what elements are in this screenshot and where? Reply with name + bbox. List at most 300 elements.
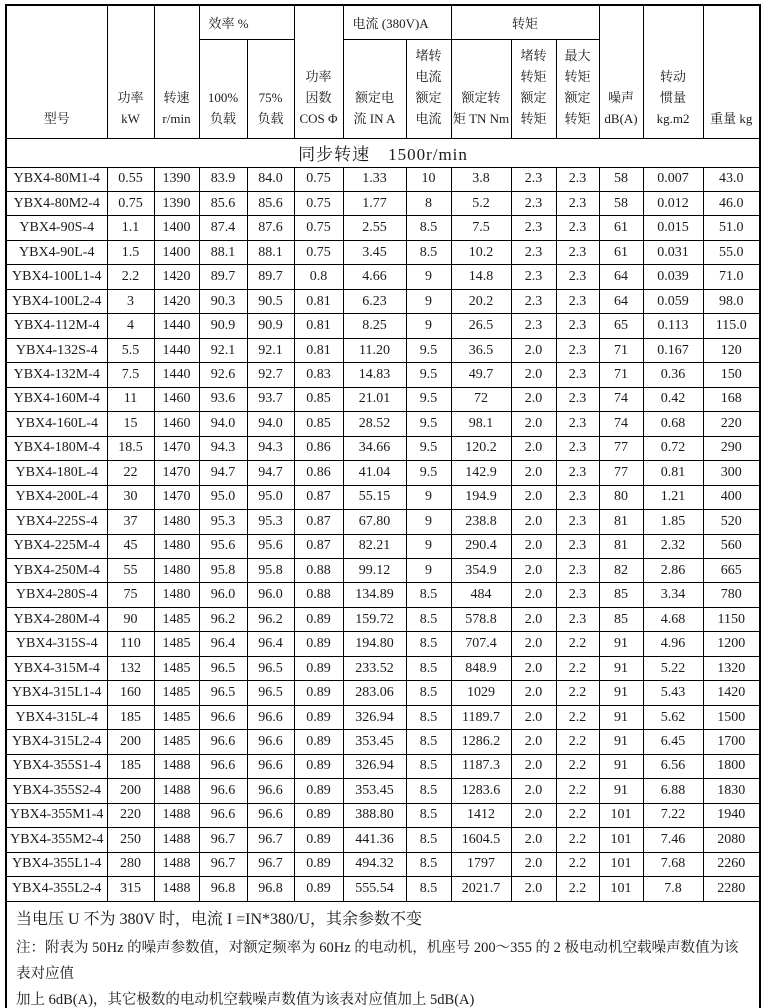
cell-eff-75: 89.7 xyxy=(247,265,294,289)
cell-weight-kg: 1500 xyxy=(703,705,760,729)
cell-eff-100: 95.6 xyxy=(199,534,247,558)
cell-eff-100: 94.0 xyxy=(199,412,247,436)
cell-eff-100: 95.3 xyxy=(199,510,247,534)
cell-speed-rpm: 1480 xyxy=(154,559,199,583)
cell-locked-to-rated-current: 8.5 xyxy=(406,240,451,264)
cell-model: YBX4-315S-4 xyxy=(6,632,107,656)
cell-noise-db: 61 xyxy=(599,216,643,240)
cell-locked-to-rated-torque: 2.3 xyxy=(511,167,556,191)
cell-rated-current-a: 233.52 xyxy=(343,656,406,680)
cell-locked-to-rated-torque: 2.0 xyxy=(511,338,556,362)
cell-rated-current-a: 82.21 xyxy=(343,534,406,558)
cell-locked-to-rated-current: 9.5 xyxy=(406,461,451,485)
cell-eff-100: 95.8 xyxy=(199,559,247,583)
cell-eff-100: 92.6 xyxy=(199,363,247,387)
cell-eff-75: 90.5 xyxy=(247,289,294,313)
table-row xyxy=(6,583,760,607)
cell-model: YBX4-132M-4 xyxy=(6,363,107,387)
col-header-inertia: 转动 惯量 kg.m2 xyxy=(643,5,703,138)
cell-noise-db: 81 xyxy=(599,534,643,558)
cell-rated-current-a: 14.83 xyxy=(343,363,406,387)
cell-rated-current-a: 555.54 xyxy=(343,877,406,901)
cell-locked-to-rated-current: 8.5 xyxy=(406,607,451,631)
cell-eff-100: 88.1 xyxy=(199,240,247,264)
cell-eff-75: 95.0 xyxy=(247,485,294,509)
cell-rated-current-a: 353.45 xyxy=(343,779,406,803)
table-row xyxy=(6,265,760,289)
cell-model: YBX4-160M-4 xyxy=(6,387,107,411)
cell-rated-torque-nm: 36.5 xyxy=(451,338,511,362)
cell-rated-current-a: 4.66 xyxy=(343,265,406,289)
cell-locked-to-rated-current: 9.5 xyxy=(406,363,451,387)
cell-max-to-rated-torque: 2.3 xyxy=(556,216,599,240)
cell-noise-db: 74 xyxy=(599,412,643,436)
cell-power-kw: 3 xyxy=(107,289,154,313)
cell-noise-db: 91 xyxy=(599,730,643,754)
cell-cos-phi: 0.88 xyxy=(294,583,343,607)
cell-locked-to-rated-torque: 2.0 xyxy=(511,730,556,754)
cell-max-to-rated-torque: 2.3 xyxy=(556,289,599,313)
cell-noise-db: 64 xyxy=(599,265,643,289)
cell-eff-100: 94.7 xyxy=(199,461,247,485)
cell-max-to-rated-torque: 2.3 xyxy=(556,559,599,583)
cell-inertia-kgm2: 6.45 xyxy=(643,730,703,754)
cell-cos-phi: 0.86 xyxy=(294,461,343,485)
cell-noise-db: 91 xyxy=(599,632,643,656)
cell-power-kw: 200 xyxy=(107,730,154,754)
cell-rated-torque-nm: 290.4 xyxy=(451,534,511,558)
cell-locked-to-rated-current: 8.5 xyxy=(406,754,451,778)
cell-max-to-rated-torque: 2.2 xyxy=(556,681,599,705)
cell-weight-kg: 560 xyxy=(703,534,760,558)
cell-noise-db: 77 xyxy=(599,461,643,485)
cell-locked-to-rated-current: 8.5 xyxy=(406,705,451,729)
table-row xyxy=(6,607,760,631)
table-row xyxy=(6,877,760,901)
cell-cos-phi: 0.86 xyxy=(294,436,343,460)
cell-power-kw: 185 xyxy=(107,705,154,729)
cell-noise-db: 58 xyxy=(599,167,643,191)
cell-rated-current-a: 388.80 xyxy=(343,803,406,827)
cell-inertia-kgm2: 5.22 xyxy=(643,656,703,680)
cell-inertia-kgm2: 6.88 xyxy=(643,779,703,803)
cell-eff-100: 96.0 xyxy=(199,583,247,607)
cell-rated-current-a: 34.66 xyxy=(343,436,406,460)
cell-power-kw: 1.5 xyxy=(107,240,154,264)
cell-speed-rpm: 1470 xyxy=(154,461,199,485)
cell-rated-torque-nm: 7.5 xyxy=(451,216,511,240)
cell-power-kw: 132 xyxy=(107,656,154,680)
cell-speed-rpm: 1470 xyxy=(154,436,199,460)
cell-rated-torque-nm: 1029 xyxy=(451,681,511,705)
cell-power-kw: 0.75 xyxy=(107,191,154,215)
cell-eff-100: 96.5 xyxy=(199,656,247,680)
cell-eff-100: 96.2 xyxy=(199,607,247,631)
cell-speed-rpm: 1488 xyxy=(154,828,199,852)
table-row xyxy=(6,510,760,534)
cell-noise-db: 101 xyxy=(599,877,643,901)
table-row xyxy=(6,240,760,264)
cell-locked-to-rated-torque: 2.0 xyxy=(511,803,556,827)
cell-eff-100: 83.9 xyxy=(199,167,247,191)
cell-locked-to-rated-torque: 2.0 xyxy=(511,436,556,460)
cell-locked-to-rated-current: 8.5 xyxy=(406,656,451,680)
cell-speed-rpm: 1440 xyxy=(154,338,199,362)
cell-rated-torque-nm: 354.9 xyxy=(451,559,511,583)
table-row xyxy=(6,559,760,583)
table-row xyxy=(6,534,760,558)
cell-weight-kg: 46.0 xyxy=(703,191,760,215)
cell-rated-torque-nm: 72 xyxy=(451,387,511,411)
col-header-noise: 噪声 dB(A) xyxy=(599,5,643,138)
cell-cos-phi: 0.87 xyxy=(294,510,343,534)
cell-speed-rpm: 1488 xyxy=(154,779,199,803)
cell-model: YBX4-100L2-4 xyxy=(6,289,107,313)
cell-rated-torque-nm: 194.9 xyxy=(451,485,511,509)
cell-cos-phi: 0.88 xyxy=(294,559,343,583)
cell-rated-current-a: 194.80 xyxy=(343,632,406,656)
cell-power-kw: 37 xyxy=(107,510,154,534)
cell-cos-phi: 0.89 xyxy=(294,730,343,754)
cell-locked-to-rated-current: 8.5 xyxy=(406,828,451,852)
cell-locked-to-rated-torque: 2.0 xyxy=(511,461,556,485)
cell-eff-100: 96.6 xyxy=(199,803,247,827)
cell-model: YBX4-315L2-4 xyxy=(6,730,107,754)
cell-locked-to-rated-current: 8.5 xyxy=(406,216,451,240)
cell-weight-kg: 520 xyxy=(703,510,760,534)
cell-eff-75: 88.1 xyxy=(247,240,294,264)
cell-power-kw: 11 xyxy=(107,387,154,411)
cell-max-to-rated-torque: 2.3 xyxy=(556,363,599,387)
cell-rated-current-a: 3.45 xyxy=(343,240,406,264)
cell-locked-to-rated-current: 8.5 xyxy=(406,632,451,656)
cell-speed-rpm: 1420 xyxy=(154,289,199,313)
cell-noise-db: 81 xyxy=(599,510,643,534)
cell-speed-rpm: 1400 xyxy=(154,216,199,240)
cell-model: YBX4-355L1-4 xyxy=(6,852,107,876)
cell-noise-db: 82 xyxy=(599,559,643,583)
table-row xyxy=(6,387,760,411)
cell-rated-current-a: 2.55 xyxy=(343,216,406,240)
cell-eff-75: 87.6 xyxy=(247,216,294,240)
cell-eff-100: 96.7 xyxy=(199,852,247,876)
cell-noise-db: 91 xyxy=(599,681,643,705)
cell-weight-kg: 1700 xyxy=(703,730,760,754)
cell-eff-100: 96.6 xyxy=(199,705,247,729)
cell-locked-to-rated-torque: 2.0 xyxy=(511,779,556,803)
cell-model: YBX4-160L-4 xyxy=(6,412,107,436)
cell-max-to-rated-torque: 2.3 xyxy=(556,607,599,631)
cell-rated-torque-nm: 1604.5 xyxy=(451,828,511,852)
cell-locked-to-rated-current: 8.5 xyxy=(406,779,451,803)
cell-noise-db: 71 xyxy=(599,338,643,362)
cell-inertia-kgm2: 0.72 xyxy=(643,436,703,460)
cell-model: YBX4-200L-4 xyxy=(6,485,107,509)
cell-eff-100: 90.3 xyxy=(199,289,247,313)
cell-speed-rpm: 1480 xyxy=(154,534,199,558)
cell-cos-phi: 0.89 xyxy=(294,877,343,901)
cell-eff-100: 96.4 xyxy=(199,632,247,656)
table-row xyxy=(6,632,760,656)
spec-table-body xyxy=(6,167,760,901)
table-row xyxy=(6,803,760,827)
cell-max-to-rated-torque: 2.2 xyxy=(556,877,599,901)
cell-weight-kg: 1800 xyxy=(703,754,760,778)
cell-model: YBX4-180L-4 xyxy=(6,461,107,485)
cell-model: YBX4-225M-4 xyxy=(6,534,107,558)
cell-eff-100: 94.3 xyxy=(199,436,247,460)
cell-speed-rpm: 1488 xyxy=(154,877,199,901)
sync-speed-banner: 同步转速 1500r/min xyxy=(6,138,760,167)
cell-inertia-kgm2: 2.86 xyxy=(643,559,703,583)
cell-locked-to-rated-torque: 2.3 xyxy=(511,289,556,313)
cell-cos-phi: 0.75 xyxy=(294,191,343,215)
cell-eff-100: 96.8 xyxy=(199,877,247,901)
cell-power-kw: 315 xyxy=(107,877,154,901)
cell-eff-75: 95.6 xyxy=(247,534,294,558)
cell-eff-75: 84.0 xyxy=(247,167,294,191)
cell-max-to-rated-torque: 2.3 xyxy=(556,534,599,558)
table-row xyxy=(6,461,760,485)
table-footnote xyxy=(6,901,760,1008)
cell-eff-75: 96.6 xyxy=(247,705,294,729)
cell-noise-db: 65 xyxy=(599,314,643,338)
cell-eff-75: 94.0 xyxy=(247,412,294,436)
cell-power-kw: 90 xyxy=(107,607,154,631)
cell-rated-torque-nm: 1283.6 xyxy=(451,779,511,803)
noise-note-line1: 注：附表为 50Hz 的噪声参数值，对额定频率为 60Hz 的电动机，机座号 200～355 的 2 极电动机空载噪声数值为该表对应值 xyxy=(16,939,739,982)
cell-weight-kg: 120 xyxy=(703,338,760,362)
cell-model: YBX4-80M1-4 xyxy=(6,167,107,191)
table-row xyxy=(6,216,760,240)
cell-inertia-kgm2: 0.113 xyxy=(643,314,703,338)
cell-cos-phi: 0.75 xyxy=(294,240,343,264)
table-row xyxy=(6,289,760,313)
cell-eff-75: 96.7 xyxy=(247,852,294,876)
cell-eff-100: 96.5 xyxy=(199,681,247,705)
table-row xyxy=(6,314,760,338)
cell-eff-75: 94.3 xyxy=(247,436,294,460)
col-header-model: 型号 xyxy=(6,5,107,138)
cell-eff-75: 96.6 xyxy=(247,754,294,778)
cell-cos-phi: 0.89 xyxy=(294,681,343,705)
cell-eff-75: 93.7 xyxy=(247,387,294,411)
cell-speed-rpm: 1460 xyxy=(154,412,199,436)
cell-eff-100: 96.6 xyxy=(199,730,247,754)
cell-inertia-kgm2: 5.62 xyxy=(643,705,703,729)
cell-locked-to-rated-current: 9 xyxy=(406,314,451,338)
cell-weight-kg: 2260 xyxy=(703,852,760,876)
col-header-max-torque: 最大 转矩 额定 转矩 xyxy=(556,39,599,138)
cell-eff-75: 96.5 xyxy=(247,656,294,680)
cell-power-kw: 5.5 xyxy=(107,338,154,362)
cell-power-kw: 18.5 xyxy=(107,436,154,460)
cell-weight-kg: 220 xyxy=(703,412,760,436)
col-header-power: 功率 kW xyxy=(107,5,154,138)
voltage-note: 当电压 U 不为 380V 时，电流 I =IN*380/U，其余参数不变 xyxy=(16,910,423,928)
cell-power-kw: 15 xyxy=(107,412,154,436)
cell-cos-phi: 0.75 xyxy=(294,167,343,191)
cell-noise-db: 85 xyxy=(599,583,643,607)
cell-rated-torque-nm: 578.8 xyxy=(451,607,511,631)
cell-noise-db: 71 xyxy=(599,363,643,387)
cell-inertia-kgm2: 0.68 xyxy=(643,412,703,436)
cell-rated-torque-nm: 848.9 xyxy=(451,656,511,680)
cell-rated-current-a: 28.52 xyxy=(343,412,406,436)
cell-power-kw: 110 xyxy=(107,632,154,656)
cell-eff-75: 94.7 xyxy=(247,461,294,485)
cell-rated-torque-nm: 120.2 xyxy=(451,436,511,460)
cell-speed-rpm: 1488 xyxy=(154,852,199,876)
cell-max-to-rated-torque: 2.3 xyxy=(556,240,599,264)
cell-weight-kg: 665 xyxy=(703,559,760,583)
cell-inertia-kgm2: 0.36 xyxy=(643,363,703,387)
cell-max-to-rated-torque: 2.3 xyxy=(556,191,599,215)
cell-locked-to-rated-current: 8.5 xyxy=(406,877,451,901)
cell-locked-to-rated-torque: 2.0 xyxy=(511,510,556,534)
cell-speed-rpm: 1485 xyxy=(154,681,199,705)
cell-rated-current-a: 283.06 xyxy=(343,681,406,705)
cell-inertia-kgm2: 0.012 xyxy=(643,191,703,215)
cell-model: YBX4-315L-4 xyxy=(6,705,107,729)
cell-locked-to-rated-torque: 2.0 xyxy=(511,363,556,387)
cell-noise-db: 77 xyxy=(599,436,643,460)
cell-cos-phi: 0.89 xyxy=(294,607,343,631)
cell-model: YBX4-100L1-4 xyxy=(6,265,107,289)
col-header-load100: 100% 负载 xyxy=(199,39,247,138)
cell-locked-to-rated-current: 8 xyxy=(406,191,451,215)
cell-cos-phi: 0.85 xyxy=(294,387,343,411)
cell-inertia-kgm2: 0.031 xyxy=(643,240,703,264)
cell-inertia-kgm2: 5.43 xyxy=(643,681,703,705)
cell-locked-to-rated-current: 9 xyxy=(406,510,451,534)
cell-speed-rpm: 1470 xyxy=(154,485,199,509)
cell-rated-torque-nm: 1187.3 xyxy=(451,754,511,778)
cell-noise-db: 58 xyxy=(599,191,643,215)
cell-rated-torque-nm: 1286.2 xyxy=(451,730,511,754)
cell-max-to-rated-torque: 2.3 xyxy=(556,412,599,436)
col-group-torque: 转矩 xyxy=(451,5,599,39)
cell-cos-phi: 0.87 xyxy=(294,485,343,509)
cell-eff-75: 95.3 xyxy=(247,510,294,534)
cell-rated-torque-nm: 484 xyxy=(451,583,511,607)
cell-model: YBX4-180M-4 xyxy=(6,436,107,460)
cell-inertia-kgm2: 7.22 xyxy=(643,803,703,827)
cell-locked-to-rated-current: 8.5 xyxy=(406,852,451,876)
cell-rated-torque-nm: 1797 xyxy=(451,852,511,876)
table-row xyxy=(6,436,760,460)
cell-power-kw: 220 xyxy=(107,803,154,827)
cell-power-kw: 75 xyxy=(107,583,154,607)
cell-weight-kg: 1150 xyxy=(703,607,760,631)
cell-eff-75: 96.8 xyxy=(247,877,294,901)
cell-max-to-rated-torque: 2.2 xyxy=(556,730,599,754)
cell-noise-db: 101 xyxy=(599,803,643,827)
cell-locked-to-rated-current: 9 xyxy=(406,265,451,289)
cell-locked-to-rated-torque: 2.0 xyxy=(511,485,556,509)
cell-power-kw: 0.55 xyxy=(107,167,154,191)
cell-cos-phi: 0.81 xyxy=(294,289,343,313)
cell-locked-to-rated-torque: 2.0 xyxy=(511,828,556,852)
cell-power-kw: 200 xyxy=(107,779,154,803)
cell-model: YBX4-355M1-4 xyxy=(6,803,107,827)
cell-locked-to-rated-current: 9.5 xyxy=(406,412,451,436)
cell-eff-75: 92.1 xyxy=(247,338,294,362)
cell-noise-db: 101 xyxy=(599,852,643,876)
cell-speed-rpm: 1488 xyxy=(154,803,199,827)
table-row xyxy=(6,412,760,436)
cell-eff-100: 85.6 xyxy=(199,191,247,215)
cell-cos-phi: 0.87 xyxy=(294,534,343,558)
cell-locked-to-rated-torque: 2.3 xyxy=(511,240,556,264)
cell-power-kw: 30 xyxy=(107,485,154,509)
cell-cos-phi: 0.89 xyxy=(294,852,343,876)
cell-speed-rpm: 1485 xyxy=(154,656,199,680)
cell-speed-rpm: 1485 xyxy=(154,607,199,631)
cell-locked-to-rated-torque: 2.0 xyxy=(511,681,556,705)
cell-eff-75: 96.6 xyxy=(247,803,294,827)
cell-speed-rpm: 1400 xyxy=(154,240,199,264)
cell-locked-to-rated-current: 8.5 xyxy=(406,803,451,827)
table-row xyxy=(6,191,760,215)
cell-rated-torque-nm: 2021.7 xyxy=(451,877,511,901)
table-row xyxy=(6,167,760,191)
cell-cos-phi: 0.75 xyxy=(294,216,343,240)
cell-power-kw: 22 xyxy=(107,461,154,485)
cell-locked-to-rated-current: 8.5 xyxy=(406,583,451,607)
cell-weight-kg: 1830 xyxy=(703,779,760,803)
cell-noise-db: 61 xyxy=(599,240,643,264)
cell-locked-to-rated-torque: 2.0 xyxy=(511,387,556,411)
cell-inertia-kgm2: 0.059 xyxy=(643,289,703,313)
cell-locked-to-rated-current: 9 xyxy=(406,289,451,313)
cell-eff-75: 96.5 xyxy=(247,681,294,705)
cell-noise-db: 91 xyxy=(599,656,643,680)
cell-noise-db: 85 xyxy=(599,607,643,631)
col-header-power-factor: 功率 因数 COS Φ xyxy=(294,5,343,138)
cell-eff-75: 92.7 xyxy=(247,363,294,387)
cell-inertia-kgm2: 4.68 xyxy=(643,607,703,631)
cell-cos-phi: 0.8 xyxy=(294,265,343,289)
cell-rated-torque-nm: 3.8 xyxy=(451,167,511,191)
cell-inertia-kgm2: 7.46 xyxy=(643,828,703,852)
cell-rated-current-a: 8.25 xyxy=(343,314,406,338)
cell-noise-db: 91 xyxy=(599,779,643,803)
cell-eff-100: 92.1 xyxy=(199,338,247,362)
cell-rated-torque-nm: 14.8 xyxy=(451,265,511,289)
table-row xyxy=(6,338,760,362)
cell-weight-kg: 1420 xyxy=(703,681,760,705)
cell-max-to-rated-torque: 2.3 xyxy=(556,387,599,411)
cell-inertia-kgm2: 0.007 xyxy=(643,167,703,191)
cell-weight-kg: 51.0 xyxy=(703,216,760,240)
cell-max-to-rated-torque: 2.3 xyxy=(556,436,599,460)
cell-model: YBX4-80M2-4 xyxy=(6,191,107,215)
cell-speed-rpm: 1480 xyxy=(154,510,199,534)
cell-locked-to-rated-current: 9 xyxy=(406,559,451,583)
cell-model: YBX4-355S1-4 xyxy=(6,754,107,778)
table-row xyxy=(6,779,760,803)
cell-model: YBX4-112M-4 xyxy=(6,314,107,338)
cell-inertia-kgm2: 6.56 xyxy=(643,754,703,778)
cell-eff-100: 96.6 xyxy=(199,779,247,803)
cell-locked-to-rated-current: 8.5 xyxy=(406,730,451,754)
cell-weight-kg: 55.0 xyxy=(703,240,760,264)
cell-eff-75: 96.6 xyxy=(247,730,294,754)
cell-power-kw: 250 xyxy=(107,828,154,852)
motor-spec-table xyxy=(5,4,761,1008)
cell-rated-torque-nm: 20.2 xyxy=(451,289,511,313)
